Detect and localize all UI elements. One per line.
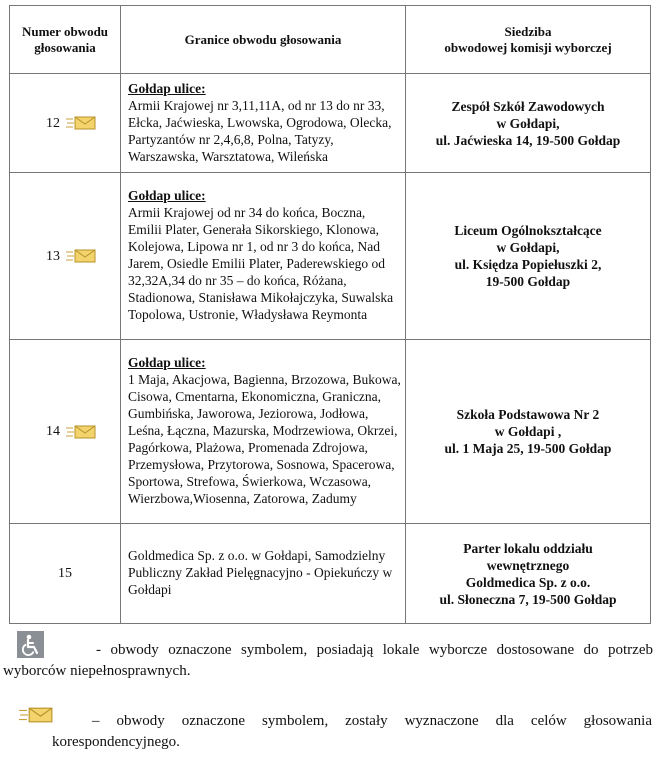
seat-line: w Gołdapi, [496, 240, 560, 255]
seat-line: Szkoła Podstawowa Nr 2 [456, 407, 600, 422]
seat-line: w Gołdapi , [494, 424, 562, 439]
seat-line: Parter lokalu oddziału [463, 540, 593, 556]
seat-line: wewnętrznego [486, 557, 570, 573]
header-seat-line-2: obwodowej komisji wyborczej [444, 39, 612, 55]
seat-line: Liceum Ogólnokształcące [454, 223, 602, 238]
table-row [10, 340, 651, 524]
town-label: Gołdap ulice: [128, 188, 206, 203]
seat-line: Zespół Szkół Zawodowych [451, 98, 605, 114]
seat-line: ul. 1 Maja 25, 19-500 Gołdap [444, 441, 612, 456]
street-list: Goldmedica Sp. z o.o. w Gołdapi, Samodzielny Publiczny Zakład Pielęgnacyjno - Opiekuńczy w Gołdapi [128, 548, 393, 597]
commission-seat-cell [406, 173, 651, 340]
envelope-icon [19, 707, 53, 723]
district-boundaries-cell [121, 340, 406, 524]
district-number-cell [10, 74, 121, 173]
table-row [10, 74, 651, 173]
envelope-icon [66, 249, 96, 263]
envelope-icon [66, 425, 96, 439]
legend-mail-text: – obwody oznaczone symbolem, zostały wyznaczone dla celów głosowania korespondencyjnego. [52, 713, 652, 750]
commission-seat-cell [406, 74, 651, 173]
district-number: 14 [46, 424, 60, 439]
header-commission-seat [406, 6, 651, 74]
street-list: 1 Maja, Akacjowa, Bagienna, Brzozowa, Bukowa, Cisowa, Cmentarna, Ekonomiczna, Graniczna, Gumbińska, Jaworowa, Jeziorowa, Jodłowa, Leśna, Łączna, Mazurska, Modrzewiowa, Okrzei, Pagórkowa, Plażowa, Promenada Zdrojowa, Przemysłowa, Przytorowa, Sosnowa, Spacerowa, Sportowa, Strefowa, Świerkowa, Wczasowa, Wierzbowa,Wiosenna, Zatorowa, Zadumy [128, 372, 401, 506]
legend-accessible-text: - obwody oznaczone symbolem, posiadają lokale wyborcze dostosowane do potrzeb wyborców niepełnosprawnych. [3, 642, 653, 679]
street-list: Armii Krajowej nr 3,11,11A, od nr 13 do nr 33, Ełcka, Jaćwieska, Lwowska, Ogrodowa, Olecka, Partyzantów nr 2,4,6,8, Polna, Tatyzy, Warszawska, Warsztatowa, Wileńska [128, 97, 392, 164]
seat-line: 19-500 Gołdap [485, 274, 571, 289]
district-boundaries-cell [121, 173, 406, 340]
header-seat-line-1: Siedziba [504, 23, 552, 39]
envelope-icon [66, 116, 96, 130]
table-row [10, 173, 651, 340]
district-boundaries-cell [121, 74, 406, 173]
commission-seat-cell [406, 524, 651, 624]
header-district-number-label: Numer obwodu głosowania [21, 23, 109, 55]
district-number-cell [10, 173, 121, 340]
header-district-boundaries-label: Granice obwodu głosowania [184, 31, 342, 47]
seat-line: ul. Słoneczna 7, 19-500 Gołdap [439, 591, 617, 607]
seat-line: Goldmedica Sp. z o.o. [465, 574, 591, 590]
town-label: Gołdap ulice: [128, 80, 206, 96]
seat-line: w Gołdapi, [496, 115, 560, 131]
district-number: 13 [46, 248, 60, 264]
commission-seat-cell [406, 340, 651, 524]
town-label: Gołdap ulice: [128, 355, 206, 370]
district-number: 15 [58, 566, 72, 581]
header-district-boundaries [121, 6, 406, 74]
seat-line: ul. Księdza Popiełuszki 2, [454, 257, 602, 272]
seat-line: ul. Jaćwieska 14, 19-500 Gołdap [435, 132, 621, 148]
table-header-row [10, 6, 651, 74]
voting-districts-table [9, 5, 651, 624]
header-district-number [10, 6, 121, 74]
district-number: 12 [46, 115, 60, 131]
district-number-cell [10, 524, 121, 624]
table-row [10, 524, 651, 624]
district-number-cell [10, 340, 121, 524]
street-list: Armii Krajowej od nr 34 do końca, Boczna, Emilii Plater, Generała Sikorskiego, Klonowa, Kolejowa, Lipowa nr 1, od nr 3 do końca, Nad Jarem, Osiedle Emilii Plater, Paderewskiego od 32,32A,34 do nr 35 – do końca, Różana, Stadionowa, Stanisława Mikołajczyka, Suwalska Topolowa, Ustronie, Władysława Reymonta [128, 205, 394, 322]
district-boundaries-cell [121, 524, 406, 624]
